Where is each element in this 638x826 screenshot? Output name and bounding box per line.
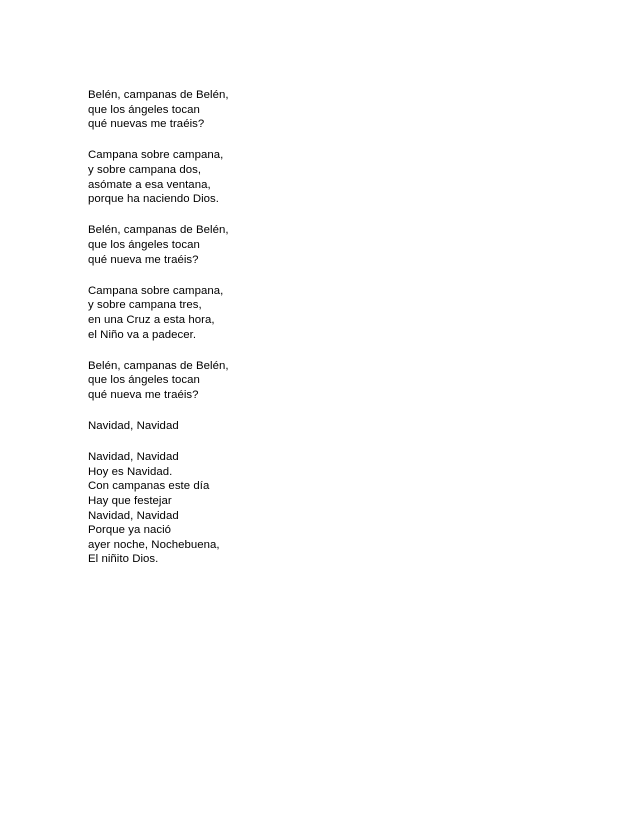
lyric-line: que los ángeles tocan (88, 238, 200, 251)
lyric-line: Belén, campanas de Belén, (88, 359, 229, 372)
lyric-line: qué nuevas me traéis? (88, 118, 205, 131)
lyrics-body (88, 88, 548, 584)
lyric-line: y sobre campana tres, (88, 299, 202, 312)
stanza (88, 419, 548, 434)
lyric-line: Hoy es Navidad. (88, 465, 173, 478)
lyric-line: Campana sobre campana, (88, 284, 224, 297)
lyric-line: ayer noche, Nochebuena, (88, 538, 220, 551)
stanza (88, 148, 548, 206)
lyric-line: Hay que festejar (88, 495, 172, 508)
lyric-line: porque ha naciendo Dios. (88, 193, 220, 206)
lyric-line: Belén, campanas de Belén, (88, 224, 229, 237)
stanza (88, 88, 548, 132)
stanza (88, 223, 548, 267)
lyric-line: Navidad, Navidad (88, 420, 179, 433)
lyric-line: El niñito Dios. (88, 553, 159, 566)
lyric-line: qué nueva me traéis? (88, 388, 199, 401)
lyric-line: en una Cruz a esta hora, (88, 313, 215, 326)
stanza (88, 359, 548, 403)
lyric-line: Belén, campanas de Belén, (88, 89, 229, 101)
lyric-line: Con campanas este día (88, 480, 210, 493)
stanza (88, 284, 548, 342)
lyric-line: Porque ya nació (88, 524, 172, 537)
lyric-line: el Niño va a padecer. (88, 328, 197, 341)
lyric-line: Navidad, Navidad (88, 451, 179, 464)
lyric-line: que los ángeles tocan (88, 103, 200, 116)
lyric-line: qué nueva me traéis? (88, 253, 199, 266)
lyric-line: asómate a esa ventana, (88, 178, 211, 191)
lyric-line: y sobre campana dos, (88, 163, 202, 176)
lyric-line: Campana sobre campana, (88, 149, 224, 162)
lyric-line: Navidad, Navidad (88, 509, 179, 522)
stanza (88, 450, 548, 567)
lyric-line: que los ángeles tocan (88, 374, 200, 387)
